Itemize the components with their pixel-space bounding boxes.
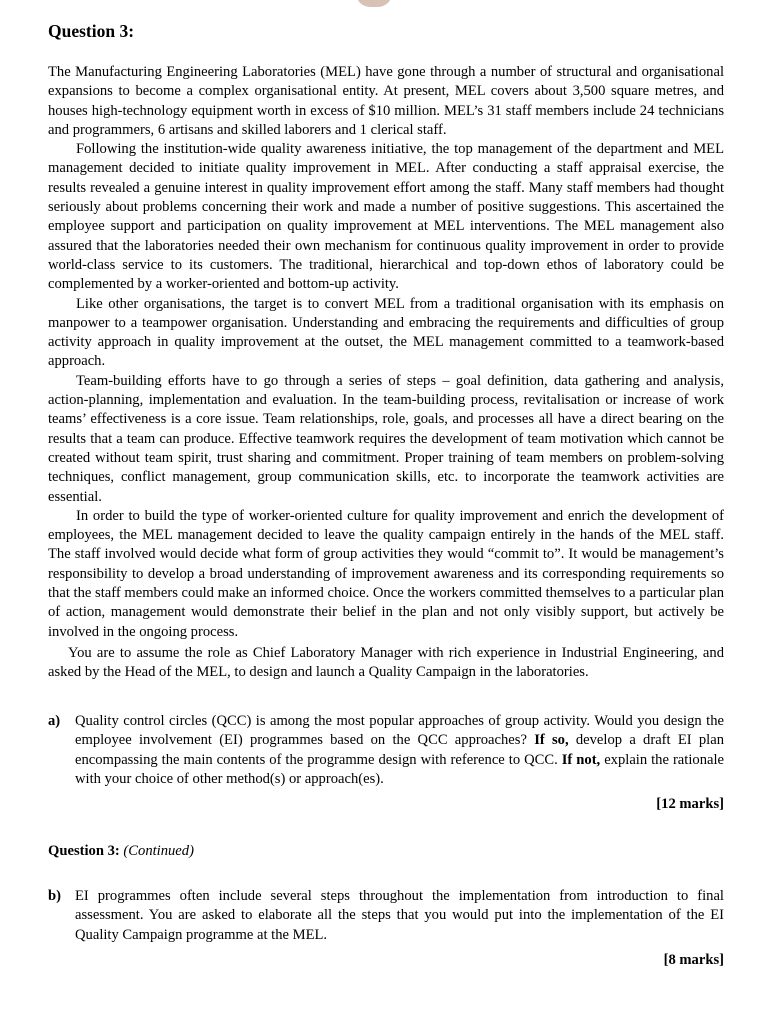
paragraph-1: The Manufacturing Engineering Laboratories (MEL) have gone through a number of structural and organisational expansions to become a complex organisational entity. At present, MEL covers about 3,500 square metres, and houses high-technology equipment worth in excess of $10 million. MEL’s 31 staff members include 24 technicians and programmers, 6 artisans and skilled laborers and 1 clerical staff. xyxy=(48,64,724,138)
part-b-text: EI programmes often include several steps throughout the implementation from introduction to final assessment. You are asked to elaborate all the steps that you would put into the implementation of the EI Quality Campaign programme at the MEL. xyxy=(75,888,724,943)
question-title: Question 3: xyxy=(48,21,135,41)
part-a-label: a) xyxy=(48,713,61,729)
part-a-text-1: Quality control circles (QCC) is among the most popular approaches of group activity. Would you design the employee involvement (EI) programmes based on the QCC approaches? xyxy=(75,713,724,749)
part-a-text xyxy=(75,712,724,789)
case-study-text xyxy=(48,63,724,683)
question-part-b xyxy=(48,887,724,970)
question-part-a xyxy=(48,712,724,814)
part-a-if-not: If not, xyxy=(561,751,601,768)
page-edge-mark xyxy=(356,0,392,7)
part-a-marks: [12 marks] xyxy=(656,796,724,813)
paragraph-5: In order to build the type of worker-oriented culture for quality improvement and enrich the development of employees, the MEL management decided to leave the quality campaign entirely in the hands of the MEL staff. The staff involved would decide what form of group activities they would “commit to”. It would be management’s responsibility to develop a broad understanding of improvement awareness and its corresponding requirements so that the staff members could make an informed choice. Once the workers committed themselves to a particular plan of action, management would demonstrate their belief in the plan and not only visibly support, but actively be involved in the ongoing process. xyxy=(48,507,724,640)
paragraph-4: Team-building efforts have to go through a series of steps – goal definition, data gathering and analysis, action-planning, implementation and evaluation. In the team-building process, revitalisation or increase of work teams’ effectiveness is a core issue. Team relationships, role, goals, and processes all have a direct bearing on the results that a team can produce. Effective teamwork requires the development of team motivation which cannot be created without team spirit, trust sharing and commitment. Proper training of team members on problem-solving techniques, conflict management, group communication skills, etc. to incorporate the teamwork activities are essential. xyxy=(48,372,724,505)
paragraph-3: Like other organisations, the target is to convert MEL from a traditional organisation with its emphasis on manpower to a teampower organisation. Understanding and embracing the requirements and difficulties of group activity approach in quality improvement at the outset, the MEL management committed to a teamwork-based approach. xyxy=(48,295,724,370)
continued-label: Question 3: xyxy=(48,843,120,859)
paragraph-role: You are to assume the role as Chief Laboratory Manager with rich experience in Industrial Engineering, and asked by the Head of the MEL, to design and launch a Quality Campaign in the laboratories. xyxy=(48,644,724,681)
part-a-text-3: explain the rationale with your choice of other method(s) or approach(es). xyxy=(75,751,724,787)
paragraph-2: Following the institution-wide quality awareness initiative, the top management of the department and MEL management decided to initiate quality improvement in MEL. After conducting a staff appraisal exercise, the results revealed a genuine interest in quality improvement effort among the staff. Many staff members had thought seriously about problems concerning their work and made a number of positive suggestions. This ascertained the employee support and participation on quality improvement at MEL interventions. The MEL management also assured that the laboratories needed their own mechanism for continuous quality improvement in order to provide world-class service to its customers. The traditional, hierarchical and top-down ethos of laboratory could be complemented by a worker-oriented and bottom-up activity. xyxy=(48,141,724,293)
continued-note: (Continued) xyxy=(123,843,194,859)
part-a-if-so: If so, xyxy=(534,732,569,749)
part-a-text-2: develop a draft EI plan encompassing the main contents of the programme design with reference to QCC. xyxy=(75,732,725,768)
part-b-label: b) xyxy=(48,888,61,904)
continued-heading xyxy=(48,842,194,861)
part-b-marks: [8 marks] xyxy=(663,951,724,968)
